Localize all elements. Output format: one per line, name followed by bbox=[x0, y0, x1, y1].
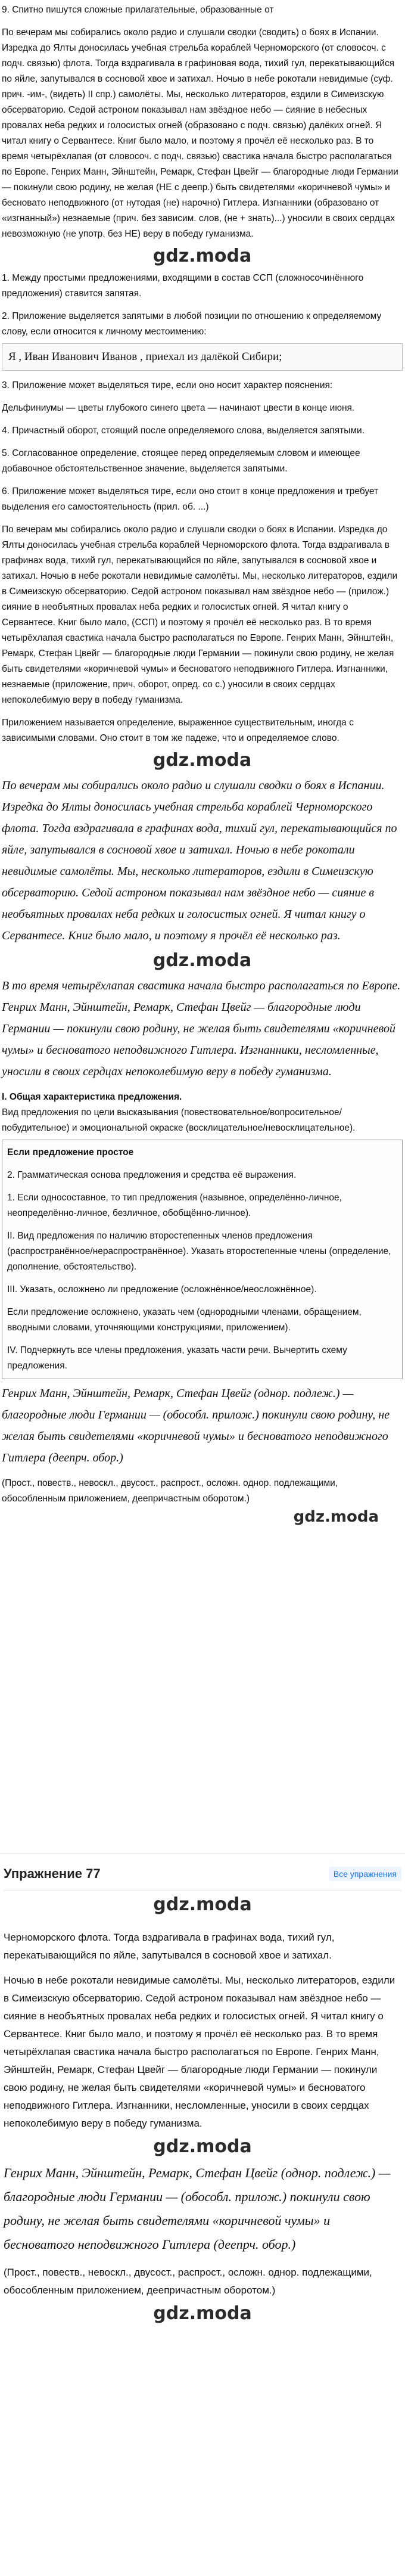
rule-3-example: Дельфиниумы — цветы глубокого синего цвета — начинают цвести в конце июня. bbox=[2, 403, 355, 413]
watermark: gdz.moda bbox=[153, 2136, 252, 2157]
handwritten-text-2: В то время четырёхлапая свастика начала быстро располагаться по Европе. Генрих Манн, Эйнштейн, Ремарк, Стефан Цвейг — благородные люди Германии — покинули свою родину, не желая быть свидетелями «коричневой чумы» и бесноватого неподвижного Гитлера. Изгнанники, несломленные, уносили в своих сердцах непоколебимую веру в победу гуманизма. bbox=[2, 979, 401, 1078]
rule-line: 9. Спитно пишутся сложные прилагательные, образованные от bbox=[2, 5, 274, 15]
rule-4: 4. Причастный оборот, стоящий после определяемого слова, выделяется запятыми. bbox=[2, 426, 365, 436]
analysis-step-7: IV. Подчеркнуть все члены предложения, указать части речи. Вычертить схему предложения. bbox=[7, 1345, 347, 1371]
parsed-sentence: Генрих Манн, Эйнштейн, Ремарк, Стефан Цвейг (однор. подлеж.) — благородные люди Германии — (обособл. прилож.) покинули свою родину, не желая быть свидетелями «коричневой чумы» и бесноватого неподвижного Гитлера (деепрч. обор.) bbox=[2, 1387, 390, 1464]
watermark: gdz.moda bbox=[293, 1508, 379, 1526]
all-exercises-link[interactable]: Все упражнения bbox=[329, 1867, 401, 1881]
analysis-heading: I. Общая характеристика предложения. bbox=[2, 1092, 182, 1102]
example-box bbox=[2, 343, 403, 371]
annotated-text: По вечерам мы собирались около радио и слушали сводки о боях в Испании. Изредка до Ялты доносилась учебная стрельба кораблей Черноморского флота. Тогда вздрагивала в графинах вода, тихий гул, перекатывающийся по яйле, запутывался в сосновой хвое и затихал. Ночью в небе рокотали невидимые самолёты. Мы, несколько литераторов, ездили в Симеизскую обсерваторию. Седой астроном показывал нам звёздное небо — (прилож.) сияние в необъятных провалах неба редких и голосистых огней. Я читал книгу о Сервантесе. Книг было мало, (ССП) и поэтому я прочёл её несколько раз. В то время четырёхлапая свастика начала быстро располагаться по Европе. Генрих Манн, Эйнштейн, Ремарк, Стефан Цвейг — благородные люди Германии — покинули свою родину, не желая быть свидетелями «коричневой чумы» и бесноватого неподвижного Гитлера. Изгнанники, незнаемые (приложение, прич. оборот, опред. со с.) уносили в своих сердцах непоколебимую веру в победу гуманизма. bbox=[2, 524, 398, 705]
watermark: gdz.moda bbox=[152, 246, 252, 266]
watermark: gdz.moda bbox=[152, 750, 252, 771]
definition: Приложением называется определение, выраженное существительным, иногда с зависимыми словами. Оно стоит в том же падеже, что и определяемое слово. bbox=[2, 718, 354, 743]
exercise-header-section bbox=[0, 1854, 405, 1929]
rule-6: 6. Приложение может выделяться тире, если оно стоит в конце предложения и требует выделения его самостоятельность (прил. об. ...) bbox=[2, 486, 379, 512]
rule-3: 3. Приложение может выделяться тире, если оно носит характер пояснения: bbox=[2, 380, 333, 390]
rule-2: 2. Приложение выделяется запятыми в любой позиции по отношению к определяемому слову, если относится к личному местоимению: bbox=[2, 311, 382, 337]
solution-text-1: Черноморского флота. Тогда вздрагивала в графинах вода, тихий гул, перекатывающийся по яйле, запутывался в сосновой хвое и затихал. bbox=[4, 1932, 335, 1961]
watermark: gdz.moda bbox=[153, 2303, 252, 2324]
example-sentence: Я , Иван Иванович Иванов , приехал из далёкой Сибири; bbox=[8, 350, 282, 363]
parse-summary-2: (Прост., повеств., невоскл., двусост., распрост., осложн. однор. подлежащими, обособленным приложением, деепричастным оборотом.) bbox=[4, 2267, 372, 2296]
handwritten-text-1: По вечерам мы собирались около радио и слушали сводки о боях в Испании. Изредка до Ялты доносилась учебная стрельба кораблей Черноморского флота. Тогда вздрагивала в графинах вода, тихий гул, перекатывающийся по яйле, запутывался в сосновой хвое и затихал. Ночью в небе рокотали невидимые самолёты. Мы, несколько литераторов, ездили в Симеизскую обсерваторию. Седой астроном показывал нам звёздное небо — сияние в необъятных провалах неба редких и голосистых огней. Я читал книгу о Сервантесе. Книг было мало, и поэтому я прочёл её несколько раз. bbox=[2, 779, 397, 942]
parse-summary: (Прост., повеств., невоскл., двусост., распрост., осложн. однор. подлежащими, обособленным приложением, деепричастным оборотом.) bbox=[2, 1478, 338, 1504]
parsed-sentence-2: Генрих Манн, Эйнштейн, Ремарк, Стефан Цвейг (однор. подлеж.) — благородные люди Германии — (обособл. прилож.) покинули свою родину, не желая быть свидетелями «коричневой чумы» и бесноватого неподвижного Гитлера (деепрч. обор.) bbox=[4, 2165, 391, 2252]
exercise-header bbox=[4, 1858, 401, 1891]
analysis-step-3: 1. Если односоставное, то тип предложения (назывное, определённо-личное, неопределённо-личное, безличное, обобщённо-личное). bbox=[7, 1193, 342, 1218]
solution-text-2: Ночью в небе рокотали невидимые самолёты. Мы, несколько литераторов, ездили в Симеизскую обсерваторию. Седой астроном показывал нам звёздное небо — сияние в необъятных провалах неба редких и голосистых огней. Я читал книгу о Сервантесе. Книг было мало, и поэтому я прочёл её несколько раз. В то время четырёхлапая свастика начала быстро располагаться по Европе. Генрих Манн, Эйнштейн, Ремарк, Стефан Цвейг — благородные люди Германии — покинули свою родину, не желая быть свидетелями «коричневой чумы» и бесноватого неподвижного Гитлера. Изгнанники, несломленные, уносили в своих сердцах непоколебимую веру в победу гуманизма. bbox=[4, 1975, 395, 2129]
rule-5: 5. Согласованное определение, стоящее перед определяемым словом и имеющее добавочное обстоятельственное значение, выделяется запятыми. bbox=[2, 448, 360, 474]
box-title: Если предложение простое bbox=[7, 1147, 134, 1157]
analysis-step-4: II. Вид предложения по наличию второстепенных членов предложения (распространённое/нераспространённое). Указать второстепенные члены (определение, дополнение, обстоятельство). bbox=[7, 1231, 391, 1272]
analysis-step-5: III. Указать, осложнено ли предложение (осложнённое/неосложнённое). bbox=[7, 1284, 317, 1295]
analysis-step-2: 2. Грамматическая основа предложения и средства её выражения. bbox=[7, 1170, 297, 1180]
solution-section-2 bbox=[0, 1929, 405, 2576]
analysis-step-6: Если предложение осложнено, указать чем (однородными членами, обращением, вводными словами, уточняющими конструкциями, приложением). bbox=[7, 1307, 362, 1333]
rule-1: 1. Между простыми предложениями, входящими в состав ССП (сложносочинённого предложения) ставится запятая. bbox=[2, 273, 364, 299]
exercise-title: Упражнение 77 bbox=[4, 1866, 101, 1881]
analysis-step-1: Вид предложения по цели высказывания (повествовательное/вопросительное/побудительное) и эмоциональной окраске (восклицательное/невосклицательное). bbox=[2, 1107, 356, 1133]
watermark: gdz.moda bbox=[153, 1894, 252, 1915]
simple-sentence-box bbox=[2, 1140, 403, 1379]
watermark: gdz.moda bbox=[152, 950, 252, 971]
analyzed-text: По вечерам мы собирались около радио и слушали сводки (сводить) о боях в Испании. Изредка до Ялты доносилась учебная стрельба кораблей Черноморского (от словосоч. с подч. связью) флота. Тогда вздрагивала в графиновая вода, тихий гул, перекатывающийся по яйле, запутывался в сосновой хвое и затихал. Ночью в небе рокотали невидимые (суф. прич. -им-, (видеть) II спр.) самолёты. Мы, несколько литераторов, ездили в Симеизскую обсерваторию. Седой астроном показывал нам звёздное небо — сияние в небесных провалах неба редких и голосистых огней (образовано с подч. связью) далёких огней. Я читал книгу о Сервантесе. Книг было мало, и поэтому я прочёл её несколько раз. В то время четырёхлапая (от словосоч. с подч. связью) свастика начала быстро располагаться по Европе. Генрих Манн, Эйнштейн, Ремарк, Стефан Цвейг — благородные люди Германии — покинули свою родину, не желая (НЕ с деепр.) быть свидетелями «коричневой чумы» и бесновато неподвижного (от нутодая (не) нарочно) Гитлера. Изгнанники (образовано от «изгнанный») незнаемые (прич. без зависим. слов, (не + знать)...) уносили в своих сердцах невозможную (не употр. без НЕ) веру в победу гуманизма. bbox=[2, 27, 398, 239]
